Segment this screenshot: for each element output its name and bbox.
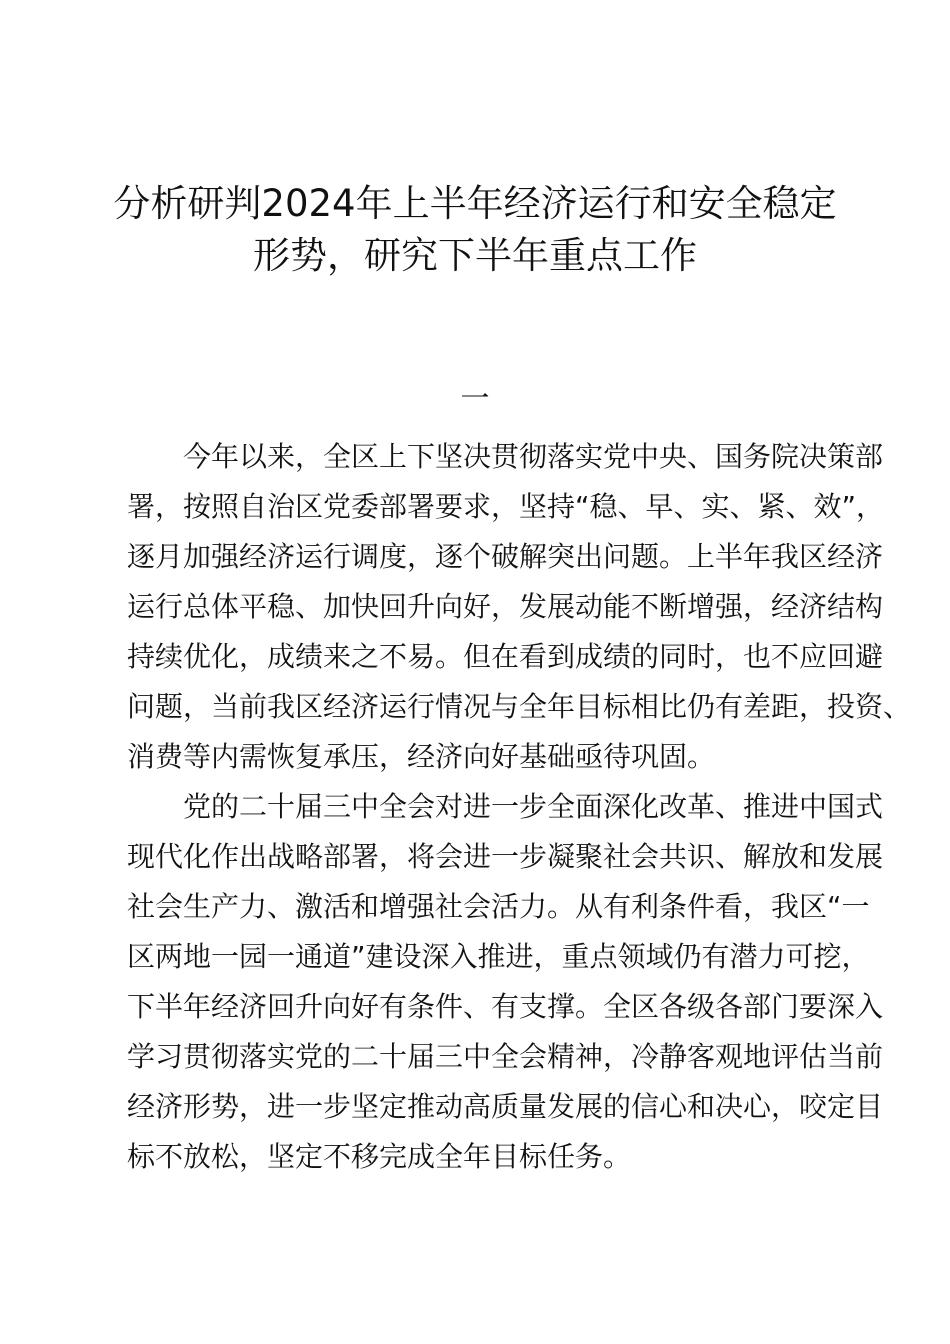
document-body	[127, 432, 912, 1182]
paragraph-line: 现代化作出战略部署，将会进一步凝聚社会共识、解放和发展	[127, 840, 884, 873]
paragraph-line: 社会生产力、激活和增强社会活力。从有利条件看，我区“一	[127, 890, 870, 923]
paragraph-line: 逐月加强经济运行调度，逐个破解突出问题。上半年我区经济	[127, 540, 884, 573]
paragraph-line: 消费等内需恢复承压，经济向好基础亟待巩固。	[127, 740, 716, 773]
paragraph-line: 下半年经济回升向好有条件、有支撑。全区各级各部门要深入	[127, 990, 884, 1023]
paragraph-line: 标不放松，坚定不移完成全年目标任务。	[127, 1140, 632, 1173]
title-line-2: 形势，研究下半年重点工作	[253, 234, 697, 277]
paragraph-line: 运行总体平稳、加快回升向好，发展动能不断增强，经济结构	[127, 590, 884, 623]
paragraph-line: 学习贯彻落实党的二十届三中全会精神，冷静客观地评估当前	[127, 1040, 884, 1073]
section-number: 一	[460, 381, 490, 415]
paragraph-1	[127, 432, 912, 782]
paragraph-line: 问题，当前我区经济运行情况与全年目标相比仍有差距，投资、	[127, 690, 912, 723]
title-line-1: 分析研判2024年上半年经济运行和安全稳定	[113, 182, 837, 225]
paragraph-2	[127, 782, 884, 1182]
paragraph-line: 署，按照自治区党委部署要求，坚持“稳、早、实、紧、效”，	[127, 490, 885, 523]
paragraph-line: 今年以来，全区上下坚决贯彻落实党中央、国务院决策部	[183, 440, 884, 473]
document-title	[100, 178, 850, 282]
paragraph-line: 经济形势，进一步坚定推动高质量发展的信心和决心，咬定目	[127, 1090, 884, 1123]
paragraph-line: 区两地一园一通道”建设深入推进，重点领域仍有潜力可挖，	[127, 940, 870, 973]
paragraph-line: 党的二十届三中全会对进一步全面深化改革、推进中国式	[183, 790, 884, 823]
paragraph-line: 持续优化，成绩来之不易。但在看到成绩的同时，也不应回避	[127, 640, 884, 673]
